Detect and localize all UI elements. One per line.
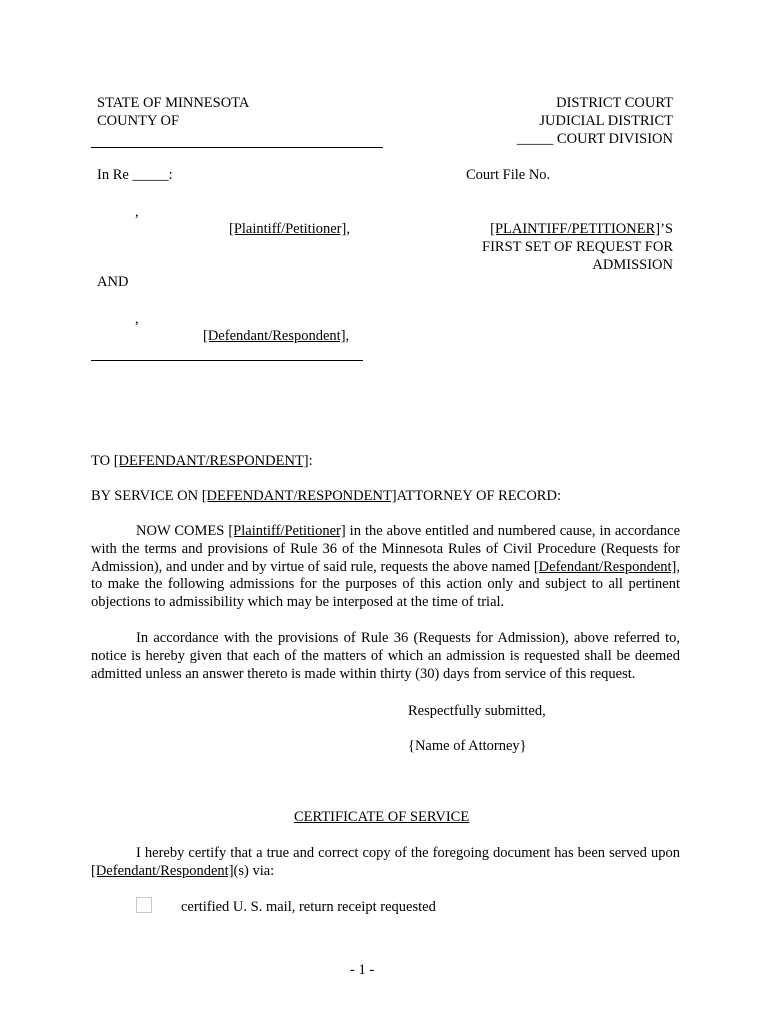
- and-label: AND: [97, 274, 129, 290]
- defendant-line: [203, 327, 349, 345]
- p1-party: [Plaintiff/Petitioner]: [228, 523, 346, 539]
- certificate-text-b: (s) via:: [233, 862, 275, 879]
- doc-title-party: [PLAINTIFF/PETITIONER]: [490, 221, 661, 237]
- to-suffix: :: [308, 453, 313, 469]
- defendant-name: [Defendant/Respondent]: [203, 328, 346, 344]
- plaintiff-name: [Plaintiff/Petitioner]: [229, 221, 347, 237]
- plaintiff-line: [229, 220, 350, 238]
- plaintiff-suffix: ,: [346, 221, 350, 237]
- defendant-suffix: ,: [345, 328, 350, 344]
- service-prefix: BY SERVICE ON: [91, 488, 202, 504]
- paragraph-notice: In accordance with the provisions of Rule 36 (Requests for Admission), above referred to, notice is hereby given that each of the matters of which an admission is requested shall be deemed admitted unless an answer thereto is made within thirty (30) days from service of this request.: [91, 630, 680, 682]
- certified-mail-label: certified U. S. mail, return receipt requested: [181, 899, 436, 915]
- court-label: DISTRICT COURT: [556, 95, 673, 111]
- to-prefix: TO: [91, 453, 114, 469]
- service-party: [DEFENDANT/RESPONDENT]: [201, 488, 397, 504]
- p1-party2: [Defendant/Respondent]: [533, 558, 677, 575]
- p1-text-c: , to make the following admissions for the purposes of this action only and subject to all pertinent objections to admissibility which may be interposed at the time of trial.: [91, 558, 680, 611]
- certified-mail-checkbox[interactable]: [136, 897, 152, 913]
- in-re-label: In Re _____:: [97, 167, 173, 183]
- doc-title-line3: ADMISSION: [592, 257, 673, 273]
- certificate-text: [91, 845, 680, 881]
- doc-title-suffix: ’S: [660, 221, 673, 237]
- certificate-heading: CERTIFICATE OF SERVICE: [294, 809, 470, 825]
- doc-title-line2: FIRST SET OF REQUEST FOR: [482, 239, 673, 255]
- county-underline: [91, 147, 383, 148]
- doc-title-line1: [490, 220, 673, 238]
- closing: Respectfully submitted,: [408, 703, 546, 719]
- court-file-label: Court File No.: [466, 167, 551, 183]
- attorney-name: {Name of Attorney}: [408, 738, 527, 754]
- page-number: - 1 -: [350, 962, 375, 978]
- to-line: [91, 452, 313, 470]
- p1-text-b: in the above entitled and numbered cause, in accordance with the terms and provisions of Rule 36 of the Minnesota Rules of Civil Procedure (Requests for Admission), and under and by virtue of said rule, requests the above named: [91, 523, 681, 575]
- certificate-party: [Defendant/Respondent]: [91, 862, 234, 879]
- certificate-text-a: I hereby certify that a true and correct copy of the foregoing document has been served upon: [136, 845, 680, 861]
- service-suffix: ATTORNEY OF RECORD:: [396, 488, 561, 504]
- paragraph-now-comes: [91, 523, 680, 612]
- p1-text-a: NOW COMES: [136, 523, 229, 539]
- state-label: STATE OF MINNESOTA: [97, 95, 250, 111]
- service-line: [91, 487, 561, 505]
- division-label: _____ COURT DIVISION: [517, 131, 673, 147]
- plaintiff-comma: ,: [135, 204, 139, 220]
- district-label: JUDICIAL DISTRICT: [539, 113, 673, 129]
- defendant-comma: ,: [135, 311, 139, 327]
- to-party: [DEFENDANT/RESPONDENT]: [113, 453, 309, 469]
- county-label: COUNTY OF: [97, 113, 180, 129]
- caption-bottom-rule: [91, 360, 363, 361]
